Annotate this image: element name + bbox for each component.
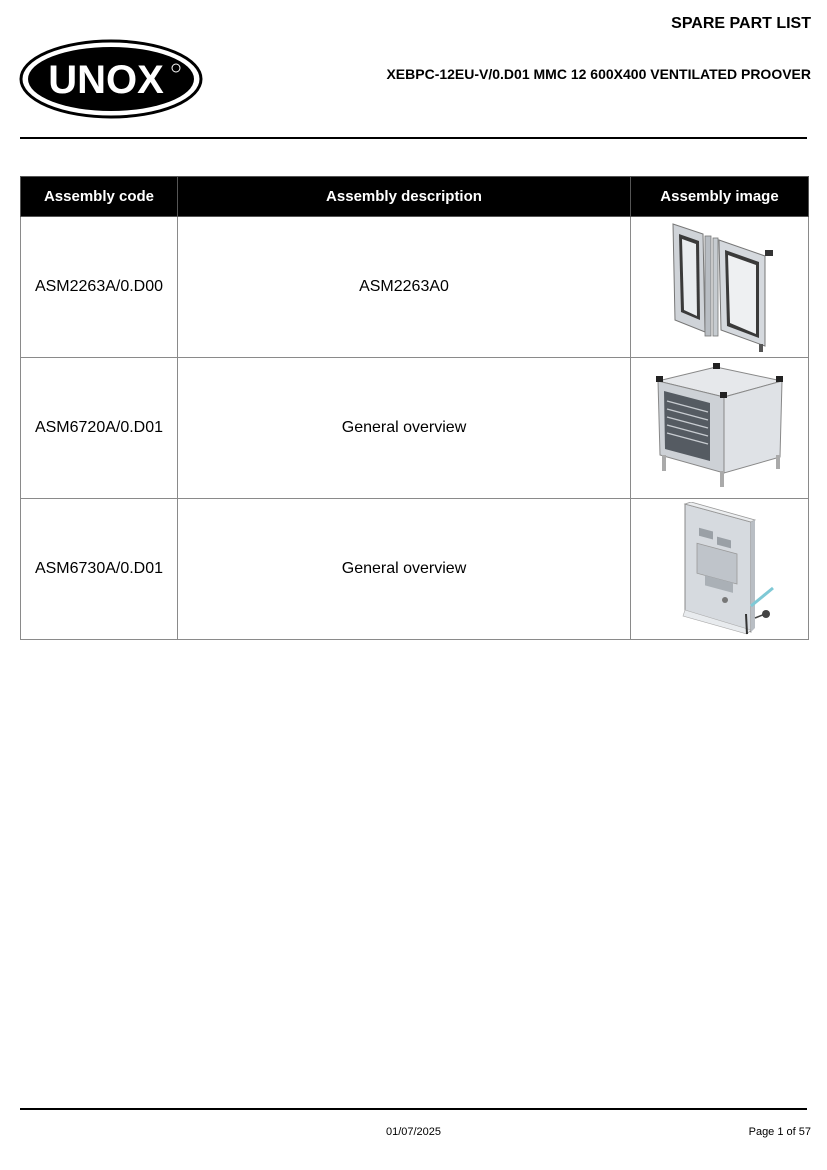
unox-logo [18, 38, 204, 120]
assembly-code[interactable]: ASM2263A/0.D00 [21, 217, 178, 358]
table-header-row [21, 177, 809, 217]
page-number: Page 1 of 57 [748, 1126, 811, 1138]
footer-divider [20, 1108, 807, 1110]
assembly-table [20, 176, 809, 640]
footer-date: 01/07/2025 [385, 1126, 442, 1138]
assembly-code[interactable]: ASM6730A/0.D01 [21, 499, 178, 640]
logo-text: UNOX [48, 58, 164, 102]
assembly-description: General overview [178, 358, 631, 499]
assembly-code[interactable]: ASM6720A/0.D01 [21, 358, 178, 499]
assembly-description: ASM2263A0 [178, 217, 631, 358]
column-header-description: Assembly description [178, 177, 631, 217]
table-row[interactable] [21, 499, 809, 640]
document-subtitle: XEBPC-12EU-V/0.D01 MMC 12 600X400 VENTILATED PROOVER [386, 66, 811, 82]
column-header-image: Assembly image [631, 177, 809, 217]
table-row[interactable] [21, 358, 809, 499]
table-row[interactable] [21, 217, 809, 358]
proover-cabinet-image[interactable] [650, 361, 790, 495]
back-panel-image[interactable] [655, 502, 785, 636]
document-title: SPARE PART LIST [671, 15, 811, 32]
column-header-code: Assembly code [21, 177, 178, 217]
header-divider [20, 137, 807, 139]
door-assembly-image[interactable] [655, 220, 785, 354]
assembly-description: General overview [178, 499, 631, 640]
